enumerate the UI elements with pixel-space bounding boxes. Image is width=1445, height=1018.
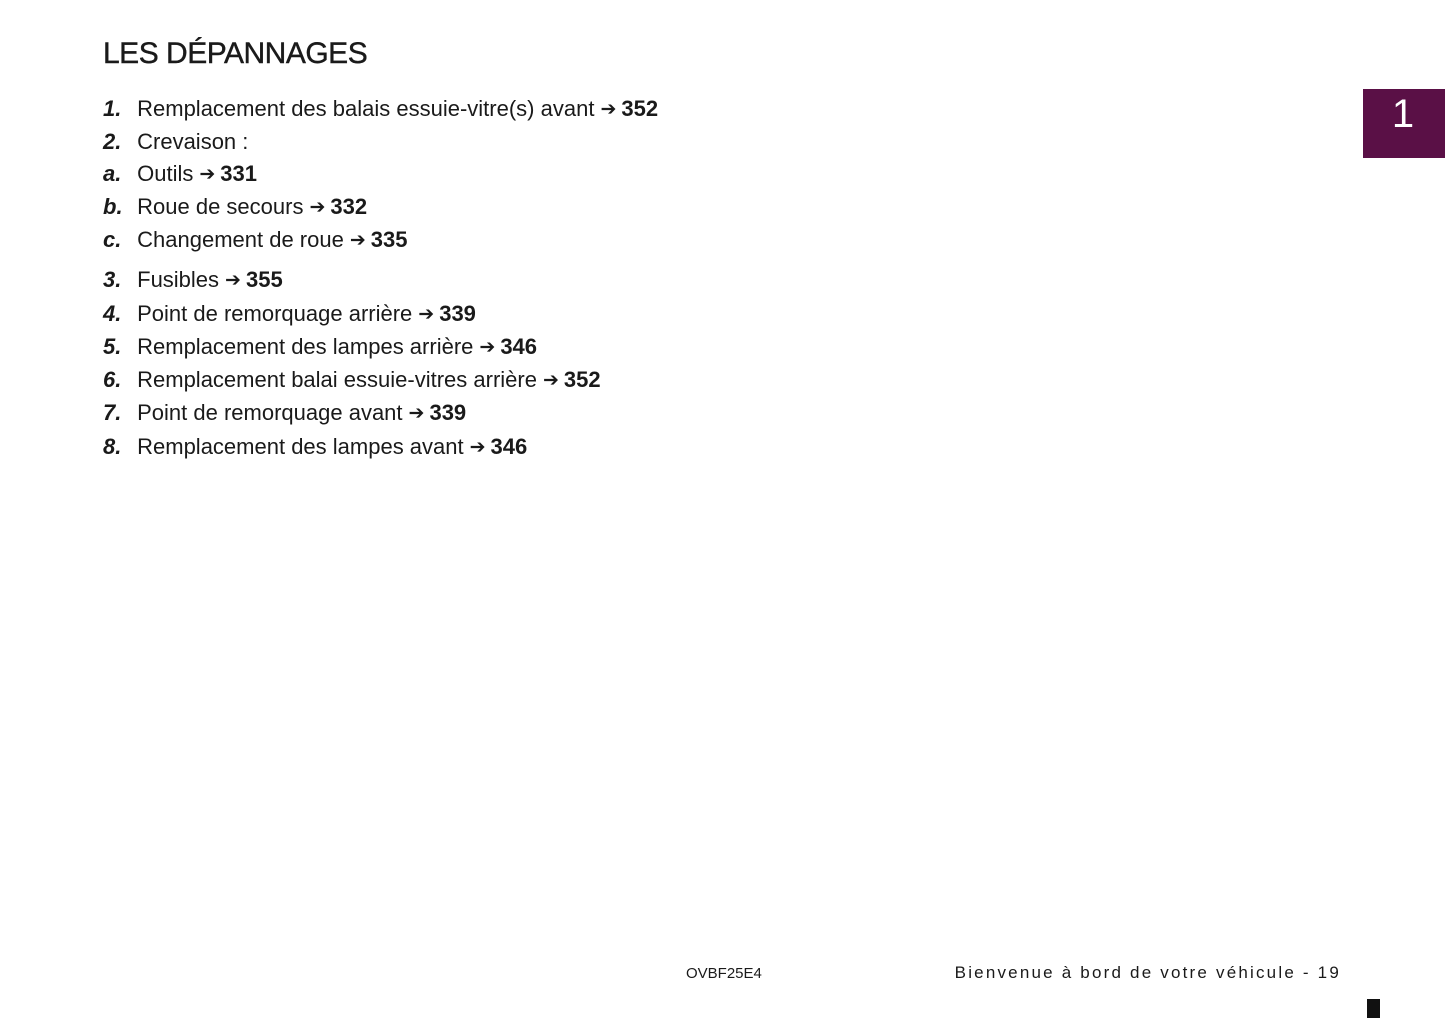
arrow-right-icon: ➔ xyxy=(225,270,241,291)
list-item xyxy=(103,192,367,222)
item-number: 5. xyxy=(103,334,122,359)
item-number: 8. xyxy=(103,434,122,459)
list-item xyxy=(103,127,248,157)
item-number: b. xyxy=(103,194,123,219)
item-number: a. xyxy=(103,161,122,186)
page-footer: Bienvenue à bord de votre véhicule - 19 xyxy=(954,963,1341,982)
list-item xyxy=(103,432,527,462)
item-number: 6. xyxy=(103,367,122,392)
item-number: c. xyxy=(103,227,122,252)
arrow-right-icon: ➔ xyxy=(600,99,617,120)
item-label: Crevaison : xyxy=(137,129,249,154)
item-number: 3. xyxy=(103,267,122,292)
page-reference[interactable]: 355 xyxy=(245,267,283,292)
item-number: 1. xyxy=(103,96,122,121)
chapter-tab xyxy=(1363,89,1445,158)
page-reference[interactable]: 352 xyxy=(621,96,659,121)
page-reference[interactable]: 332 xyxy=(330,194,368,219)
item-label: Outils xyxy=(137,161,194,186)
item-label: Point de remorquage arrière xyxy=(137,301,413,326)
chapter-number: 1 xyxy=(1391,92,1415,136)
arrow-right-icon: ➔ xyxy=(408,403,425,424)
arrow-right-icon: ➔ xyxy=(199,164,216,185)
item-label: Remplacement des lampes arrière xyxy=(137,334,474,359)
item-number: 7. xyxy=(103,400,122,425)
page-reference[interactable]: 331 xyxy=(220,161,258,186)
list-item xyxy=(103,225,407,255)
arrow-right-icon: ➔ xyxy=(479,337,496,358)
page-reference[interactable]: 335 xyxy=(370,227,408,252)
list-item xyxy=(103,299,476,329)
item-label: Remplacement des lampes avant xyxy=(137,434,464,459)
document-code: OVBF25E4 xyxy=(686,965,762,982)
list-item xyxy=(103,265,283,295)
list-item xyxy=(103,365,601,395)
item-number: 4. xyxy=(103,301,122,326)
page-edge-marker xyxy=(1367,999,1380,1018)
list-item xyxy=(103,398,466,428)
arrow-right-icon: ➔ xyxy=(418,304,435,325)
page-reference[interactable]: 346 xyxy=(490,434,528,459)
item-label: Changement de roue xyxy=(137,227,344,252)
page-reference[interactable]: 339 xyxy=(429,400,467,425)
page-title: LES DÉPANNAGES xyxy=(103,37,368,70)
arrow-right-icon: ➔ xyxy=(309,197,326,218)
arrow-right-icon: ➔ xyxy=(469,437,486,458)
arrow-right-icon: ➔ xyxy=(542,370,559,391)
item-label: Remplacement balai essuie-vitres arrière xyxy=(137,367,537,392)
arrow-right-icon: ➔ xyxy=(349,230,366,251)
item-label: Remplacement des balais essuie-vitre(s) avant xyxy=(137,96,595,121)
item-label: Roue de secours xyxy=(137,194,304,219)
item-label: Fusibles xyxy=(137,267,220,292)
page-reference[interactable]: 352 xyxy=(563,367,601,392)
page-reference[interactable]: 346 xyxy=(500,334,538,359)
item-label: Point de remorquage avant xyxy=(137,400,403,425)
page-reference[interactable]: 339 xyxy=(439,301,476,326)
item-number: 2. xyxy=(103,129,122,154)
list-item xyxy=(103,159,257,189)
list-item xyxy=(103,332,537,362)
list-item xyxy=(103,94,658,124)
